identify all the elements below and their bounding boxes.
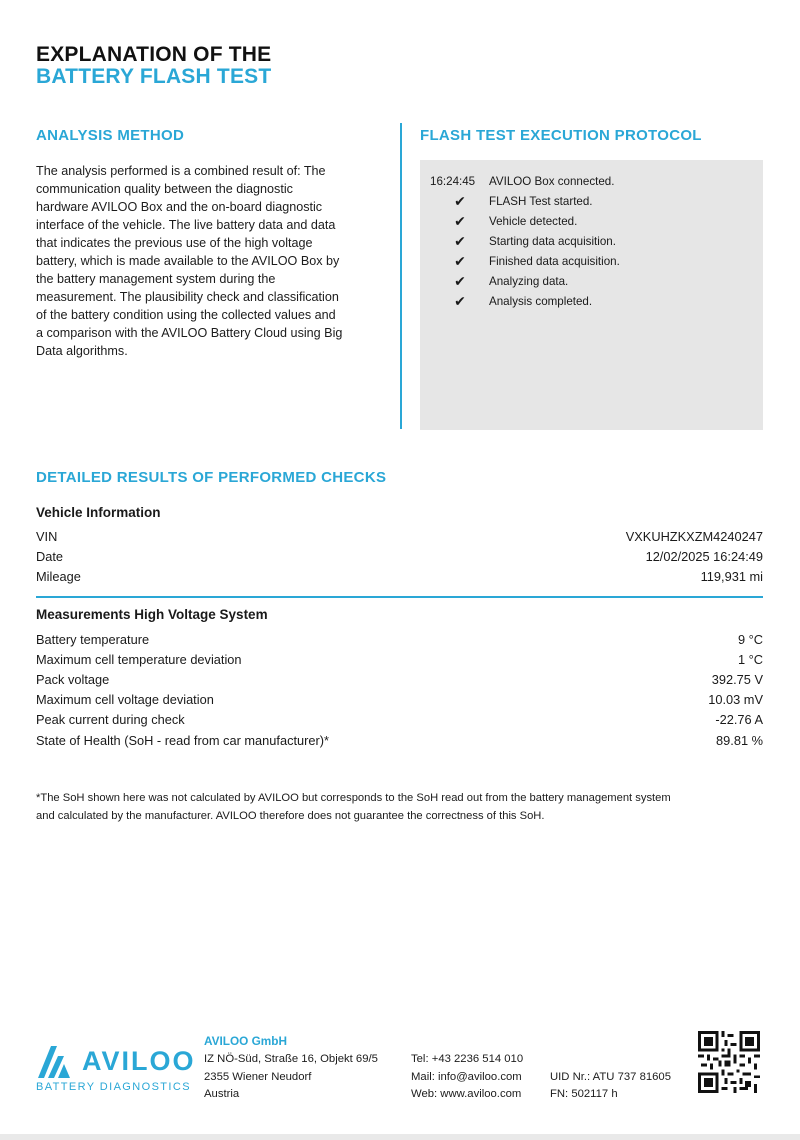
address-line: Austria — [204, 1088, 240, 1100]
table-row — [36, 670, 763, 690]
measurement-value: 9 °C — [737, 632, 763, 647]
measurement-label: State of Health (SoH - read from car manufacturer)* — [36, 733, 330, 748]
footnote-line: *The SoH shown here was not calculated by AVILOO but corresponds to the SoH read out from the battery management system — [36, 792, 671, 804]
protocol-time: 16:24:45 — [430, 174, 476, 188]
protocol-message: FLASH Test started. — [489, 194, 593, 208]
date-label: Date — [36, 549, 64, 564]
checkmark-icon: ✔ — [454, 272, 466, 289]
page-title-line2: BATTERY FLASH TEST — [36, 65, 272, 88]
mileage-value: 119,931 mi — [700, 569, 763, 584]
table-row — [36, 690, 763, 710]
measurement-value: 392.75 V — [711, 672, 763, 687]
mileage-label: Mileage — [36, 569, 81, 584]
company-name: AVILOO GmbH — [204, 1034, 288, 1048]
analysis-method-text — [36, 162, 384, 360]
uid-number: UID Nr.: ATU 737 81605 — [550, 1070, 671, 1083]
measurement-value: 89.81 % — [716, 733, 763, 748]
analysis-line: a comparison with the AVILOO Battery Cloud using Big — [36, 326, 343, 340]
checkmark-icon: ✔ — [454, 292, 466, 309]
measurement-label: Maximum cell temperature deviation — [36, 652, 242, 667]
vin-value: VXKUHZKXZM4240247 — [625, 529, 763, 544]
analysis-line: Data algorithms. — [36, 344, 128, 358]
analysis-line: communication quality between the diagnostic — [36, 182, 293, 196]
address-line: 2355 Wiener Neudorf — [204, 1070, 312, 1083]
qr-code-icon — [698, 1031, 760, 1093]
vehicle-info-title: Vehicle Information — [36, 505, 161, 520]
protocol-message: Starting data acquisition. — [489, 234, 616, 248]
address-line: IZ NÖ-Süd, Straße 16, Objekt 69/5 — [204, 1053, 378, 1065]
table-row — [36, 731, 763, 751]
measurement-value: 10.03 mV — [708, 692, 763, 707]
analysis-method-heading: ANALYSIS METHOD — [36, 127, 185, 144]
measurement-label: Pack voltage — [36, 672, 110, 687]
protocol-message: Finished data acquisition. — [489, 254, 620, 268]
soh-footnote — [36, 789, 763, 825]
contact-tel: Tel: +43 2236 514 010 — [411, 1053, 524, 1065]
column-divider — [400, 123, 402, 429]
measurement-label: Maximum cell voltage deviation — [36, 692, 214, 707]
logo-wordmark: AVILOO — [82, 1046, 196, 1076]
footer — [0, 1020, 800, 1130]
protocol-message: Vehicle detected. — [489, 214, 578, 228]
measurement-value: -22.76 A — [715, 712, 763, 727]
table-row — [36, 547, 763, 567]
fn-number: FN: 502117 h — [550, 1088, 618, 1100]
results-heading: DETAILED RESULTS OF PERFORMED CHECKS — [36, 469, 387, 486]
measurement-value: 1 °C — [737, 652, 763, 667]
protocol-message: Analyzing data. — [489, 274, 569, 288]
measurement-label: Battery temperature — [36, 632, 150, 647]
protocol-message: AVILOO Box connected. — [489, 174, 615, 188]
analysis-line: the battery management system during the — [36, 272, 276, 286]
page-edge — [0, 1134, 800, 1140]
hv-measurements-title: Measurements High Voltage System — [36, 607, 268, 622]
analysis-line: of the battery condition using the collected values and — [36, 308, 336, 322]
page-title-line1: EXPLANATION OF THE — [36, 43, 272, 66]
analysis-line: measurement. The plausibility check and classification — [36, 290, 339, 304]
table-row — [36, 567, 763, 587]
date-value: 12/02/2025 16:24:49 — [645, 549, 763, 564]
measurement-label: Peak current during check — [36, 712, 185, 727]
section-divider — [36, 596, 763, 598]
table-row — [36, 527, 763, 547]
table-row — [36, 710, 763, 730]
footnote-line: and calculated by the manufacturer. AVILOO therefore does not guarantee the correctness of this SoH. — [36, 810, 545, 822]
checkmark-icon: ✔ — [454, 252, 466, 269]
flash-protocol-box — [420, 160, 763, 430]
checkmark-icon: ✔ — [454, 192, 466, 209]
table-row — [36, 630, 763, 650]
contact-web: Web: www.aviloo.com — [411, 1088, 522, 1100]
page-title — [36, 44, 271, 88]
table-row — [36, 650, 763, 670]
analysis-line: battery, which is made available to the AVILOO Box by — [36, 254, 340, 268]
company-address — [204, 1051, 378, 1104]
analysis-line: that indicates the previous use of the high voltage — [36, 236, 313, 250]
protocol-message: Analysis completed. — [489, 294, 593, 308]
vin-label: VIN — [36, 529, 58, 544]
analysis-line: hardware AVILOO Box and the on-board diagnostic — [36, 200, 323, 214]
flash-protocol-heading: FLASH TEST EXECUTION PROTOCOL — [420, 127, 702, 144]
company-contact — [411, 1051, 523, 1104]
company-ids — [550, 1069, 671, 1104]
checkmark-icon: ✔ — [454, 212, 466, 229]
checkmark-icon: ✔ — [454, 232, 466, 249]
logo-subtitle: BATTERY DIAGNOSTICS — [36, 1081, 191, 1093]
contact-mail: Mail: info@aviloo.com — [411, 1070, 522, 1083]
analysis-line: interface of the vehicle. The live battery data and data — [36, 218, 336, 232]
analysis-line: The analysis performed is a combined result of: The — [36, 164, 326, 178]
